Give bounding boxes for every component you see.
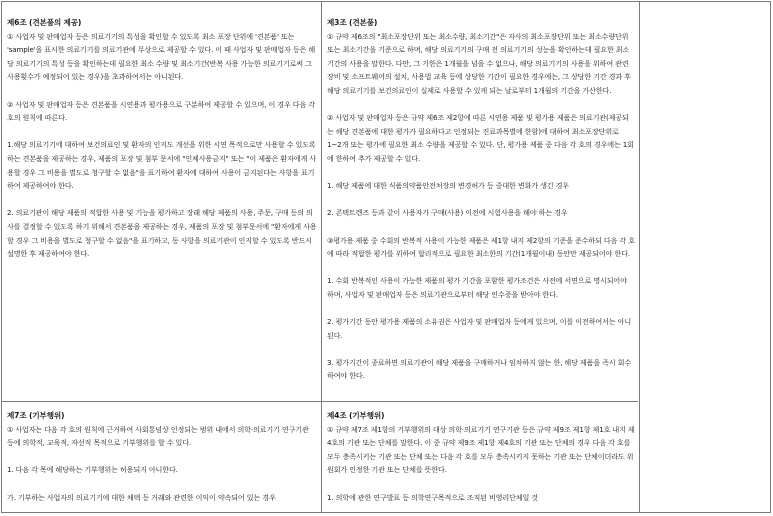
cell-article-4 (322, 406, 639, 514)
spacer (7, 84, 317, 98)
cell-article-7 (2, 406, 321, 514)
spacer (7, 450, 317, 464)
paragraph: 1.해당 의료기기에 대하여 보건의료인 및 환자의 인지도 개선을 위한 시연 목적으로만 사용할 수 있도록 하는 견본품을 제공하는 경우, 제품의 포장 및 첨부 문서에 "인체사용금지" 또는 "이 제품은 환자에게 사용할 경우 그 비용을 별도로 청구할 수 없음"을 표기하여 환자에 대하여 사용이 금지된다는 사항을 표기하여 제공하여야 한다. (7, 140, 317, 191)
paragraph: 2. 콘택트렌즈 등과 같이 사용자가 구매(사용) 이전에 시험사용을 해야 하는 경우 (327, 208, 568, 218)
paragraph: 1. 해당 제품에 대한 식품의약품안전처장의 변경허가 등 중대한 변화가 생긴 경우 (327, 181, 569, 191)
article-title: 제7조 (기부행위) (7, 411, 65, 420)
paragraph: ② 사업자 및 판매업자 등은 견본품을 시연용과 평가용으로 구분하여 제공할 수 있으며, 이 경우 다음 각 호의 원칙에 따른다. (7, 99, 315, 123)
spacer (327, 261, 635, 275)
paragraph: ① 사업자 및 판매업자 등은 의료기기의 특성을 확인할 수 있도록 최소 포장 단위에 '견본품' 또는 'sample'을 표시한 의료기기를 의료기관에 무상으로 제공할 수 있다. 이 때 사업자 및 판매업자 등은 해당 의료기기의 특성 등을 확인하는데 필요한 최소 수량 및 최소기간(반복 사용 가능한 의료기기로써 그 사용횟수가 예정되어 있는 경우)을 초과하여서는 아니된다. (7, 31, 316, 82)
cell-article-6 (2, 13, 321, 401)
spacer (327, 477, 635, 491)
paragraph: 1. 수회 반복적인 사용이 가능한 제품의 평가 기간을 포함한 평가조건은 사전에 서면으로 명시되어야 하며, 사업자 및 판매업자 등은 의료기관으로부터 해당 인수증을 받아야 한다. (327, 276, 627, 299)
paragraph: 1. 다음 각 목에 해당하는 기부행위는 허용되지 아니한다. (7, 465, 178, 475)
spacer (327, 166, 635, 180)
paragraph: 가. 기부하는 사업자의 의료기기에 대한 채택 등 거래와 관련한 이익이 약속되어 있는 경우 (7, 492, 276, 502)
spacer (327, 342, 635, 356)
regulation-table (1, 1, 771, 513)
cell-notes-empty (640, 2, 771, 512)
paragraph: ① 규약 제7조 제1항의 기부행위의 대상 의학·의료기기 연구기관 등은 규약 제9조 제1항 제1호 내지 제4호의 기관 또는 단체를 말한다. 이 중 규약 제9조 제1항 제4호의 기관 또는 단체의 경우 다음 각 호를 모두 충족시키는 기관 또는 단체 또는 다음 각 호를 모두 충족시키지 못하는 기관 또는 단체이더라도 위원회가 인정한 기관 또는 단체를 뜻한다. (327, 424, 635, 475)
article-title: 제6조 (견본품의 제공) (7, 18, 82, 27)
row-divider (2, 401, 638, 402)
spacer (7, 125, 317, 139)
spacer (327, 193, 635, 207)
spacer (327, 98, 635, 112)
paragraph: ① 사업자는 다음 각 호의 원칙에 근거하여 사회통념상 인정되는 범위 내에서 의학·의료기기 연구기관 등에 의학적, 교육적, 자선적 목적으로 기부행위를 할 수 있다. (7, 424, 309, 448)
spacer (327, 220, 635, 234)
article-title: 제4조 (기부행위) (327, 411, 385, 420)
paragraph: 2. 의료기관이 해당 제품의 적합한 사용 및 기능을 평가하고 장래 해당 제품의 사용, 주문, 구매 등의 의사를 결정할 수 있도록 하기 위해서 견본품을 제공하는 경우, 제품의 포장 및 첨부문서에 "환자에게 사용할 경우 그 비용을 별도로 청구할 수 없음"을 표기하고, 동 사항을 의료기관이 인지할 수 있도록 반드시 설명한 후 제공하여야 한다. (7, 208, 317, 259)
article-title: 제3조 (견본품) (327, 18, 378, 27)
paragraph: 2. 평가기간 동안 평가용 제품의 소유권은 사업자 및 판매업자 등에게 있으며, 이를 이전하여서는 아니된다. (327, 317, 632, 340)
spacer (327, 301, 635, 315)
paragraph: 3. 평가기간이 종료하면 의료기관이 해당 제품을 구매하거나 임차하지 않는 한, 해당 제품을 즉시 회수하여야 한다. (327, 357, 632, 381)
paragraph: ③평가용 제품 중 수회의 반복적 사용이 가능한 제품은 제1항 내지 제2항의 기준을 준수하되 다음 각 호에 따라 적합한 평가를 위하여 합리적으로 필요한 최소한의 기간(1개월이내) 동안만 제공되어야 한다. (327, 235, 635, 259)
paragraph: ① 규약 제6조의 "최소포장단위 또는 최소수량, 최소기간"은 자사의 최소포장단위 또는 최소수량단위 또는 최소기간을 기준으로 하며, 해당 의료기기의 구매 전 의료기기의 성능을 확인하는데 필요한 최소기간의 사용을 말한다. 다만, 그 기한은 1개월을 넘을 수 없으나, 해당 의료기기의 사용을 위하여 관련 장비 및 소프트웨어의 설치, 사용법 교육 등에 상당한 기간이 필요한 경우에는, 그 상당한 기간 경과 후 해당 의료기기를 보건의료인이 실제로 사용할 수 있게 되는 날로부터 1개월의 기간을 가산한다. (327, 31, 631, 95)
spacer (7, 193, 317, 207)
spacer (7, 477, 317, 491)
paragraph: ② 사업자 및 판매업자 등은 규약 제6조 제2항에 따른 시연용 제품 및 평가용 제품은 의료기관(제공되는 해당 견본품에 대한 평가가 필요하다고 인정되는 진료과목별에 한함)에 대하여 최소포장단위로 1~2개 또는 평가에 필요한 최소 수량을 제공할 수 있다. 단, 평가용 제품 중 다음 각 호의 경우에는 1회에 한하여 추가 제공할 수 있다. (327, 113, 634, 163)
paragraph: 1. 의학에 관한 연구발표 등 의학연구목적으로 조직된 비영리단체일 것 (327, 492, 538, 502)
cell-article-3 (322, 13, 639, 401)
